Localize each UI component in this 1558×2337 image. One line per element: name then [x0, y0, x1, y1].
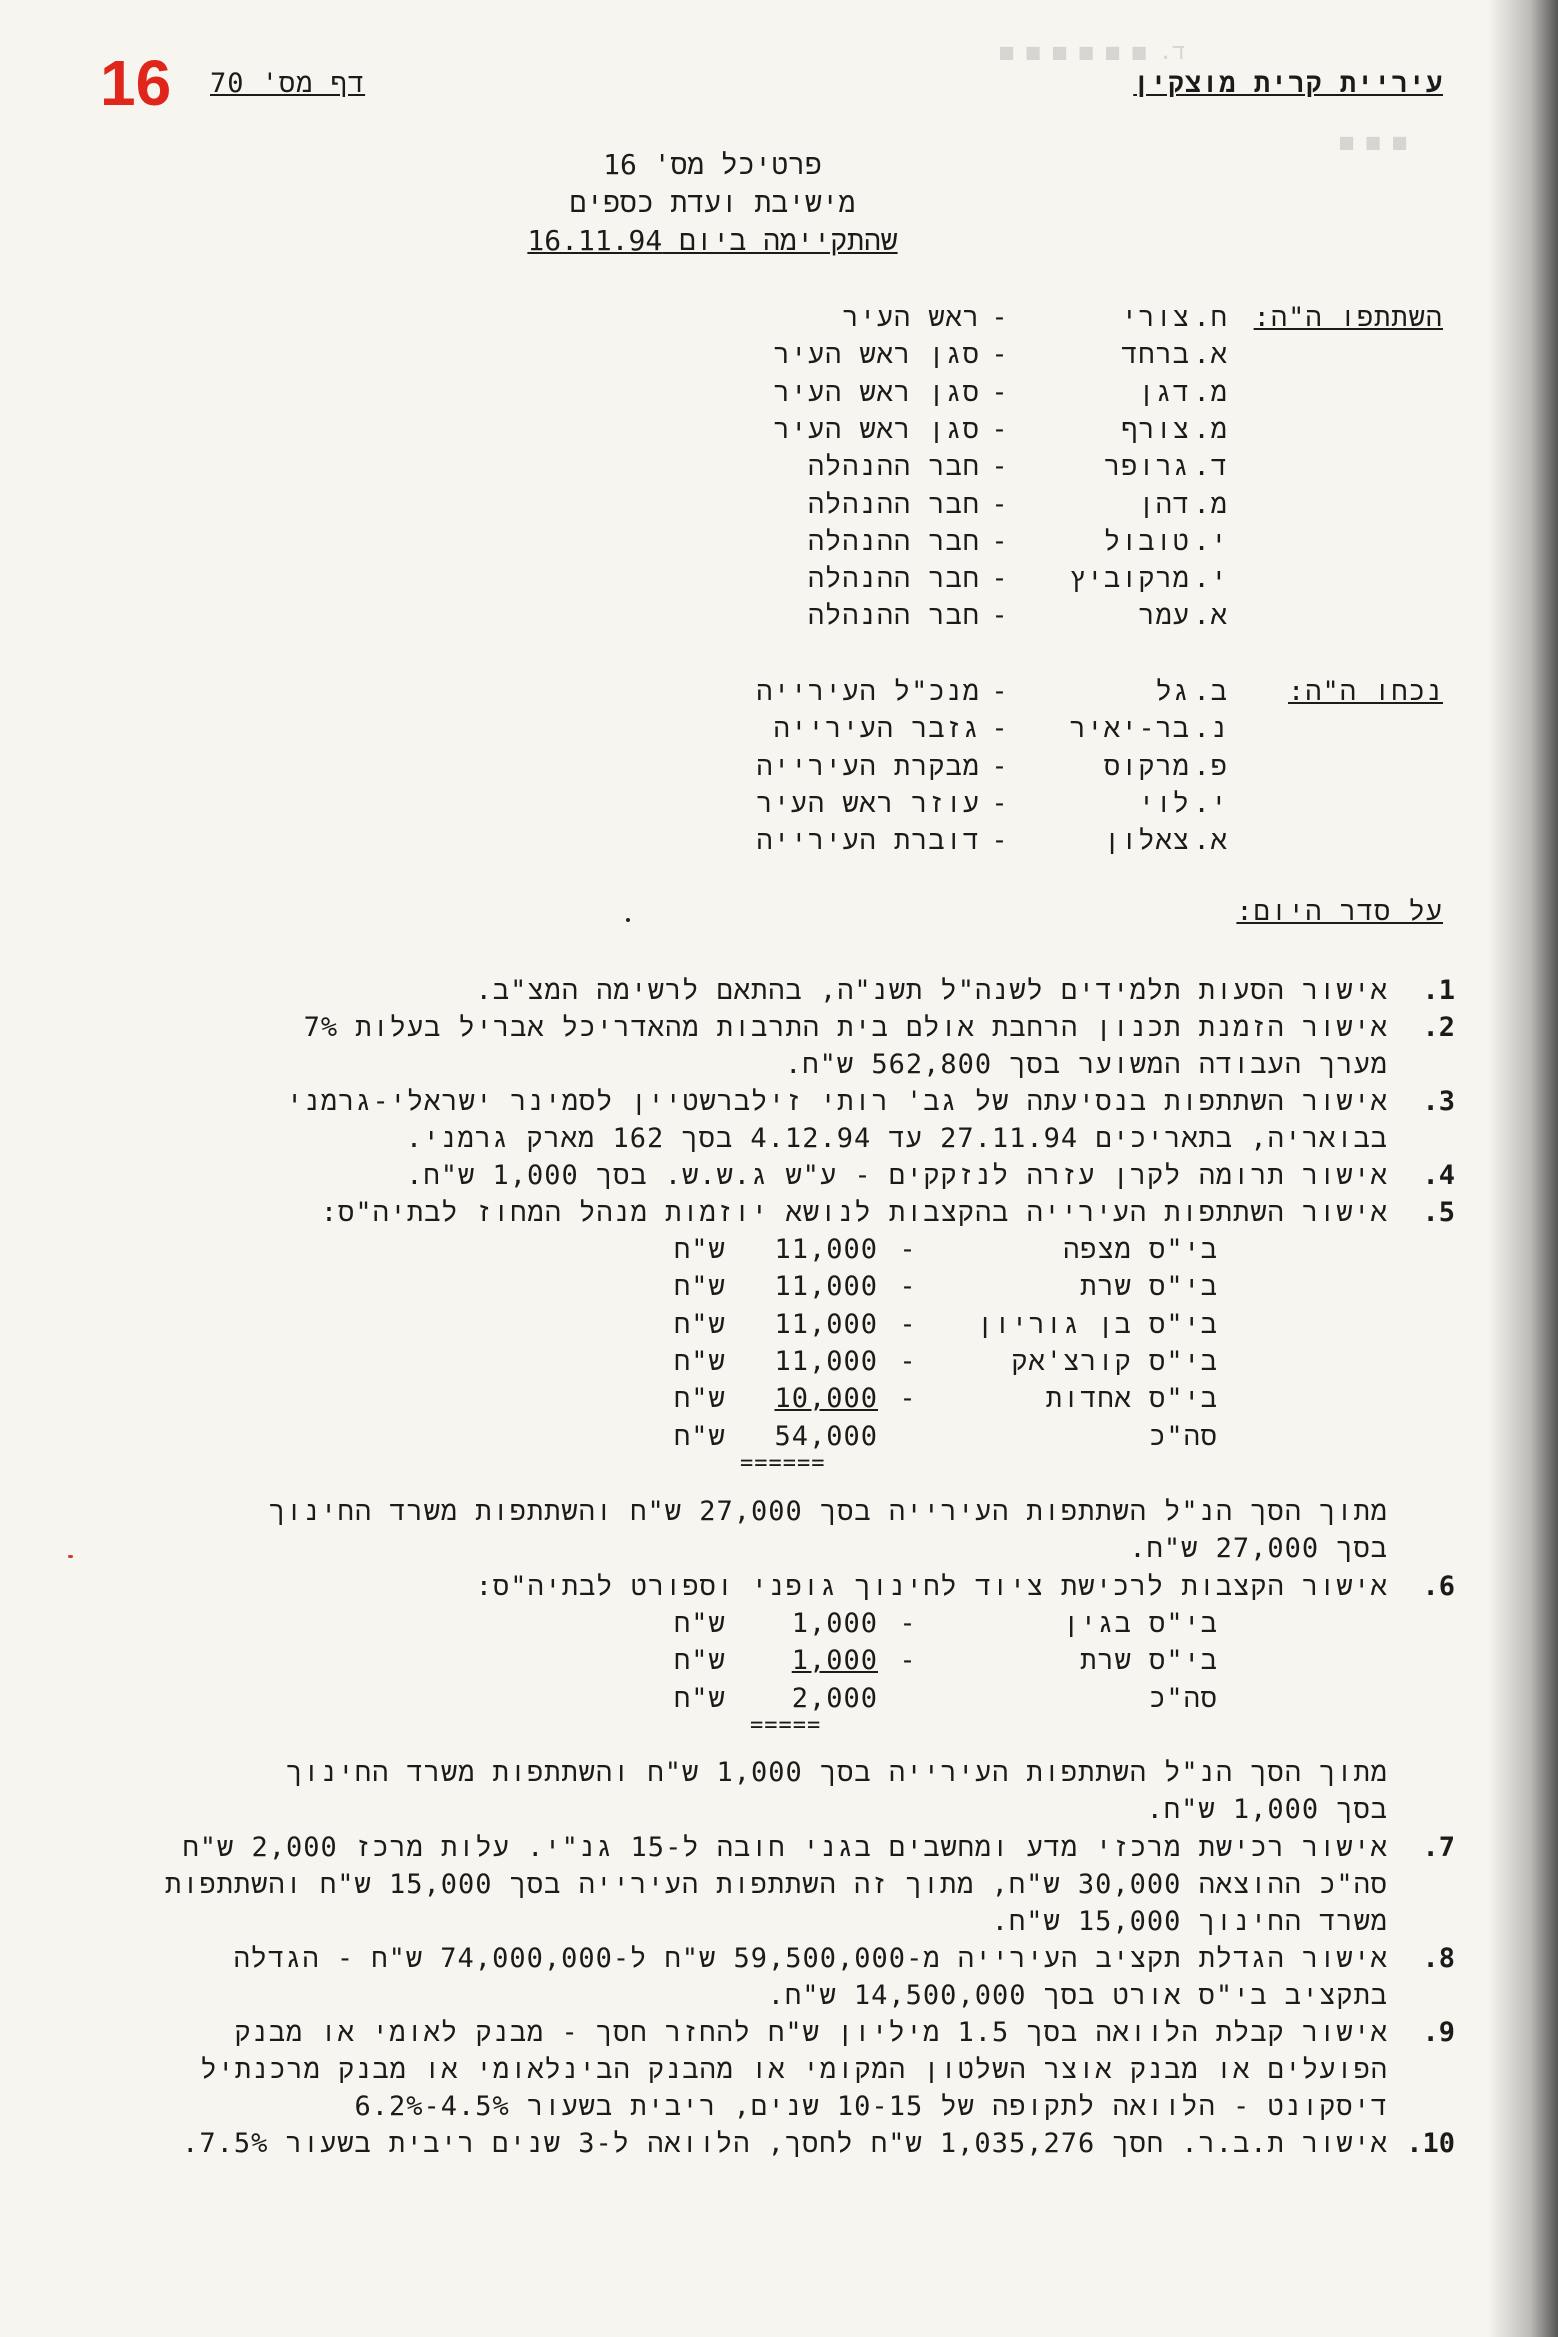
ink-mark — [68, 1555, 73, 1558]
agenda-item-text: אישור קבלת הלוואה בסך 1.5 מיליון ש"ח להחזר חסך - מבנק לאומי או מבנק — [234, 2017, 1388, 2048]
allocation-note: מתוך הסך הנ"ל השתתפות העירייה בסך 1,000 ש"ח והשתתפות משרד החינוך — [286, 1757, 1388, 1788]
person-initial: ב. — [1193, 676, 1228, 707]
agenda-item-text: אישור רכישת מרכזי מדע ומחשבים בגני חובה ל-15 גנ"י. עלות מרכז 2,000 ש"ח — [182, 1832, 1388, 1863]
person-role: חבר ההנהלה — [807, 451, 980, 483]
person-role: חבר ההנהלה — [807, 563, 980, 595]
person-name: טובול — [1103, 525, 1190, 557]
person-role: חבר ההנהלה — [807, 525, 980, 557]
school-name: בי"ס בגין — [1063, 1608, 1218, 1639]
school-name: בי"ס שרת — [1080, 1271, 1218, 1303]
separator-dash: - — [899, 1608, 917, 1639]
agenda-item-text: משרד החינוך 15,000 ש"ח. — [991, 1906, 1388, 1937]
separator-dash: - — [899, 1308, 917, 1340]
allocation-note: בסך 27,000 ש"ח. — [1129, 1533, 1388, 1565]
separator-dash: - — [991, 339, 1009, 371]
total-label: סה"כ — [1149, 1682, 1218, 1714]
person-initial: א. — [1193, 825, 1228, 857]
agenda-item-text: אישור הזמנת תכנון הרחבת אולם בית התרבות מהאדריכל אבריל בעלות 7% — [303, 1012, 1388, 1043]
school-name: בי"ס מצפה — [1063, 1234, 1218, 1265]
agenda-item-number: .2 — [1422, 1012, 1455, 1043]
person-row — [808, 526, 1228, 559]
person-row — [842, 302, 1228, 335]
person-role: ראש העיר — [842, 302, 980, 333]
agenda-item-text: בתקציב בי"ס אורט בסך 14,500,000 ש"ח. — [767, 1980, 1388, 2011]
separator-dash: - — [991, 302, 1009, 333]
allocation-amount: 10,000 — [774, 1383, 878, 1415]
person-role: מבקרת העירייה — [756, 750, 980, 782]
committee-title: מישיבת ועדת כספים — [569, 186, 856, 219]
agenda-item-number: .6 — [1422, 1571, 1455, 1602]
currency: ש"ח — [674, 1345, 726, 1377]
agenda-item-number: .5 — [1422, 1197, 1455, 1228]
person-row — [756, 825, 1228, 858]
ink-dot — [626, 918, 630, 922]
allocation-row — [674, 1271, 1218, 1304]
protocol-title: פרטיכל מס' 16 — [603, 148, 822, 181]
person-role: סגן ראש העיר — [773, 376, 980, 408]
allocation-row — [674, 1309, 1218, 1342]
total-amount: 54,000 — [774, 1420, 878, 1452]
person-initial: י. — [1193, 525, 1228, 557]
allocation-row — [674, 1645, 1218, 1678]
allocation-total-row — [674, 1421, 1218, 1454]
currency: ש"ח — [674, 1234, 726, 1265]
agenda-item-number: .9 — [1422, 2017, 1455, 2048]
agenda-item-text: אישור הסעות תלמידים לשנה"ל תשנ"ה, בהתאם לרשימה המצ"ב. — [475, 975, 1388, 1006]
agenda-item-text: מערך העבודה המשוער בסך 562,800 ש"ח. — [785, 1049, 1388, 1080]
allocation-row — [674, 1383, 1218, 1416]
person-initial: נ. — [1193, 713, 1228, 745]
present-label: נכחו ה"ה: — [1288, 676, 1443, 707]
person-initial: מ. — [1193, 413, 1228, 445]
agenda-item-text: בבואריה, בתאריכים 27.11.94 עד 4.12.94 בסך 162 מארק גרמני. — [405, 1123, 1388, 1154]
person-role: עוזר ראש העיר — [756, 787, 980, 819]
school-name: בי"ס אחדות — [1045, 1383, 1218, 1415]
meeting-date: שהתקיימה ביום 16.11.94 — [527, 224, 898, 257]
person-row — [774, 713, 1228, 746]
allocation-amount: 11,000 — [774, 1345, 878, 1377]
person-row — [773, 339, 1228, 372]
person-role: דוברת העירייה — [756, 825, 980, 857]
currency: ש"ח — [674, 1682, 726, 1714]
person-name: דגן — [1138, 376, 1190, 408]
separator-dash: - — [991, 413, 1009, 445]
person-row — [808, 451, 1228, 484]
allocation-row — [674, 1608, 1218, 1641]
person-name: עמר — [1138, 600, 1190, 632]
agenda-item-text: סה"כ ההוצאה 30,000 ש"ח, מתוך זה השתתפות העירייה בסך 15,000 ש"ח והשתתפות — [165, 1869, 1388, 1900]
separator-dash: - — [991, 376, 1009, 408]
person-name: צורף — [1121, 413, 1190, 445]
allocation-note: מתוך הסך הנ"ל השתתפות העירייה בסך 27,000 ש"ח והשתתפות משרד החינוך — [268, 1496, 1388, 1527]
agenda-item-text: אישור ת.ב.ר. חסך 1,035,276 ש"ח לחסך, הלוואה ל-3 שנים ריבית בשעור 7.5%. — [182, 2128, 1388, 2159]
separator-dash: - — [991, 713, 1009, 745]
allocation-total-row — [674, 1683, 1218, 1716]
allocation-amount: 11,000 — [774, 1234, 878, 1265]
separator-dash: - — [899, 1645, 917, 1677]
allocation-amount: 1,000 — [791, 1645, 878, 1677]
person-row — [808, 563, 1228, 596]
person-initial: מ. — [1193, 488, 1228, 520]
agenda-item-text: הפועלים או מבנק אוצר השלטון המקומי או מהבנק הבינלאומי או מבנק מרכנתיל — [200, 2054, 1388, 2085]
currency: ש"ח — [674, 1420, 726, 1452]
separator-dash: - — [899, 1271, 917, 1303]
agenda-item-number: .1 — [1422, 975, 1455, 1006]
person-name: צורי — [1121, 302, 1190, 333]
sheet-number: דף מס' 70 — [210, 68, 366, 99]
separator-dash: - — [991, 750, 1009, 782]
person-role: גזבר העירייה — [773, 713, 980, 745]
allocation-note: בסך 1,000 ש"ח. — [1146, 1794, 1388, 1826]
double-underline: ====== — [740, 1450, 826, 1476]
participants-label: השתתפו ה"ה: — [1253, 302, 1443, 333]
person-name: בר-יאיר — [1069, 713, 1190, 745]
person-initial: מ. — [1193, 376, 1228, 408]
person-row — [756, 788, 1228, 821]
separator-dash: - — [991, 563, 1009, 595]
person-name: דהן — [1138, 488, 1190, 520]
separator-dash: - — [899, 1234, 917, 1265]
separator-dash: - — [899, 1345, 917, 1377]
agenda-item-text: אישור השתתפות בנסיעתה של גב' רותי זילברשטיין לסמינר ישראלי-גרמני — [286, 1086, 1388, 1117]
agenda-item-text: אישור הגדלת תקציב העירייה מ-59,500,000 ש"ח ל-74,000,000 ש"ח - הגדלה — [233, 1943, 1388, 1974]
person-row — [773, 377, 1228, 410]
person-name: לוי — [1138, 787, 1190, 819]
separator-dash: - — [991, 600, 1009, 632]
person-initial: פ. — [1193, 750, 1228, 782]
person-row — [773, 414, 1228, 447]
allocation-row — [674, 1234, 1218, 1267]
school-name: בי"ס שרת — [1080, 1645, 1218, 1677]
separator-dash: - — [991, 488, 1009, 520]
person-row — [756, 751, 1228, 784]
total-amount: 2,000 — [791, 1682, 878, 1714]
separator-dash: - — [899, 1383, 917, 1415]
person-initial: י. — [1193, 787, 1228, 819]
currency: ש"ח — [674, 1383, 726, 1415]
agenda-item-number: .7 — [1422, 1832, 1455, 1863]
person-name: גל — [1155, 676, 1190, 707]
person-initial: י. — [1193, 563, 1228, 595]
person-name: ברחד — [1121, 339, 1190, 371]
bleed-through-text: ■ ■ ■ — [1340, 130, 1407, 155]
separator-dash: - — [991, 825, 1009, 857]
school-name: בי"ס קורצ'אק — [1011, 1345, 1218, 1377]
person-initial: א. — [1193, 600, 1228, 632]
person-initial: א. — [1193, 339, 1228, 371]
agenda-item-text: אישור תרומה לקרן עזרה לנזקקים - ע"ש ג.ש.ש. בסך 1,000 ש"ח. — [406, 1160, 1388, 1191]
separator-dash: - — [991, 525, 1009, 557]
agenda-item-text: אישור הקצבות לרכישת ציוד לחינוך גופני וספורט לבתיה"ס: — [475, 1571, 1388, 1602]
allocation-row — [674, 1346, 1218, 1379]
agenda-item-number: .3 — [1422, 1086, 1455, 1117]
person-role: סגן ראש העיר — [773, 339, 980, 371]
person-name: גרופר — [1103, 451, 1190, 483]
person-role: מנכ"ל העירייה — [756, 676, 980, 707]
currency: ש"ח — [674, 1608, 726, 1639]
binding-shadow — [1488, 0, 1558, 2337]
agenda-label: על סדר היום: — [1236, 896, 1443, 927]
person-row — [808, 600, 1228, 633]
person-role: חבר ההנהלה — [807, 488, 980, 520]
agenda-item-number: .8 — [1422, 1943, 1455, 1974]
person-name: צאלון — [1103, 825, 1190, 857]
page-number-badge: 16 — [100, 47, 172, 119]
separator-dash: - — [991, 676, 1009, 707]
municipality-name: עיריית קרית מוצקין — [1133, 68, 1443, 99]
person-name: מרקוס — [1103, 750, 1190, 782]
separator-dash: - — [991, 451, 1009, 483]
allocation-amount: 11,000 — [774, 1308, 878, 1340]
agenda-item-text: דיסקונט - הלוואה לתקופה של 10-15 שנים, ריבית בשעור 4.5%-6.2% — [354, 2091, 1388, 2122]
currency: ש"ח — [674, 1308, 726, 1340]
person-role: חבר ההנהלה — [807, 600, 980, 632]
allocation-amount: 1,000 — [791, 1608, 878, 1639]
person-row — [756, 676, 1228, 709]
person-initial: ח. — [1193, 302, 1228, 333]
agenda-item-number: .4 — [1422, 1160, 1455, 1191]
double-underline: ===== — [750, 1712, 822, 1738]
separator-dash: - — [991, 787, 1009, 819]
person-role: סגן ראש העיר — [773, 413, 980, 445]
currency: ש"ח — [674, 1645, 726, 1677]
currency: ש"ח — [674, 1271, 726, 1303]
person-initial: ד. — [1193, 451, 1228, 483]
person-name: מרקוביץ — [1069, 563, 1190, 595]
agenda-item-text: אישור השתתפות העירייה בהקצבות לנושא יוזמות מנהל המחוז לבתיה"ס: — [320, 1197, 1388, 1228]
person-row — [808, 489, 1228, 522]
allocation-amount: 11,000 — [774, 1271, 878, 1303]
school-name: בי"ס בן גוריון — [977, 1308, 1218, 1340]
agenda-item-number: .10 — [1406, 2128, 1455, 2159]
total-label: סה"כ — [1149, 1420, 1218, 1452]
bleed-through-text: ד. ■ ■ ■ ■ ■ ■ — [1000, 40, 1186, 65]
